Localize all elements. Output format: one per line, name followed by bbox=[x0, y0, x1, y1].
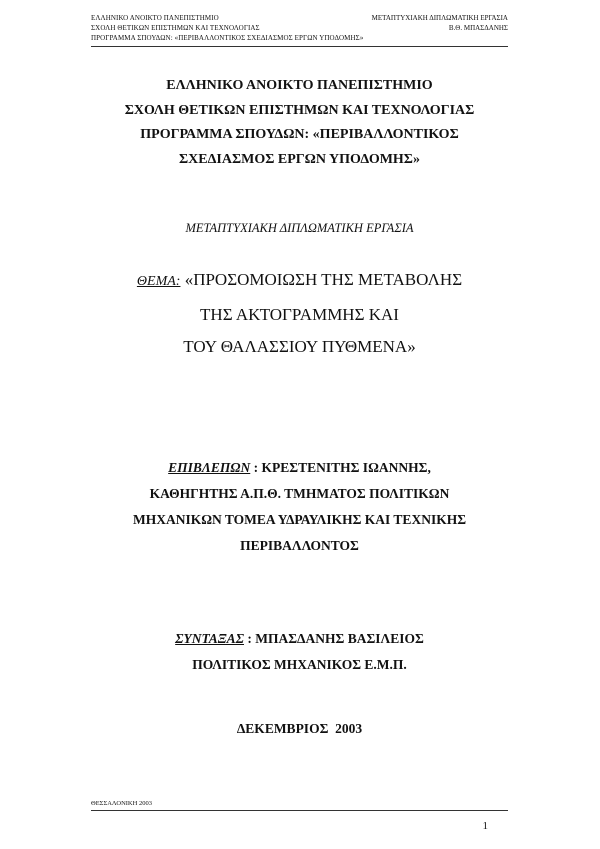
institution-line: ΠΡΟΓΡΑΜΜΑ ΣΠΟΥΔΩΝ: «ΠΕΡΙΒΑΛΛΟΝΤΙΚΟΣ bbox=[140, 127, 459, 142]
supervisor-line-3: ΜΗΧΑΝΙΚΩΝ ΤΟΜΕΑ ΥΔΡΑΥΛΙΚΗΣ ΚΑΙ ΤΕΧΝΙΚΗΣ bbox=[132, 512, 467, 527]
supervisor-line-2: ΚΑΘΗΓΗΤΗΣ Α.Π.Θ. ΤΜΗΜΑΤΟΣ ΠΟΛΙΤΙΚΩΝ bbox=[149, 486, 450, 501]
institution-block bbox=[91, 74, 508, 172]
author-title: ΠΟΛΙΤΙΚΟΣ ΜΗΧΑΝΙΚΟΣ Ε.Μ.Π. bbox=[192, 657, 407, 672]
author-block bbox=[91, 626, 508, 678]
subject-title-part-3: ΤΟΥ ΘΑΛΑΣΣΙΟΥ ΠΥΘΜΕΝΑ» bbox=[183, 337, 416, 356]
subject-label: ΘΕΜΑ: bbox=[136, 274, 181, 289]
footer-location-year: ΘΕΣΣΑΛΟΝΙΚΗ 2003 bbox=[91, 800, 152, 807]
page-number: 1 bbox=[482, 820, 488, 832]
author-separator: : bbox=[243, 631, 256, 646]
author-line-1 bbox=[91, 626, 508, 652]
header-left-line: ΕΛΛΗΝΙΚΟ ΑΝΟΙΚΤΟ ΠΑΝΕΠΙΣΤΗΜΙΟ bbox=[91, 14, 219, 22]
author-label: ΣΥΝΤΑΞΑΣ bbox=[175, 631, 244, 646]
institution-line: ΣΧΕΔΙΑΣΜΟΣ ΕΡΓΩΝ ΥΠΟΔΟΜΗΣ» bbox=[179, 151, 420, 167]
supervisor-name: ΚΡΕΣΤΕΝΙΤΗΣ ΙΩΑΝΝΗΣ, bbox=[261, 460, 431, 475]
footer-rule bbox=[91, 810, 508, 811]
header-left-line: ΣΧΟΛΗ ΘΕΤΙΚΩΝ ΕΠΙΣΤΗΜΩΝ ΚΑΙ ΤΕΧΝΟΛΟΓΙΑΣ bbox=[91, 24, 260, 32]
subject-line-1 bbox=[91, 264, 508, 299]
running-header-left bbox=[91, 13, 363, 43]
supervisor-separator: : bbox=[250, 460, 262, 475]
author-name: ΜΠΑΣΔΑΝΗΣ ΒΑΣΙΛΕΙΟΣ bbox=[255, 631, 424, 646]
header-left-line: ΠΡΟΓΡΑΜΜΑ ΣΠΟΥΔΩΝ: «ΠΕΡΙΒΑΛΛΟΝΤΙΚΟΣ ΣΧΕΔΙΑΣΜΟΣ ΕΡΓΩΝ ΥΠΟΔΟΜΗΣ» bbox=[91, 34, 364, 42]
supervisor-line-4: ΠΕΡΙΒΑΛΛΟΝΤΟΣ bbox=[240, 538, 359, 553]
running-header-right bbox=[372, 13, 508, 33]
supervisor-block bbox=[91, 455, 508, 559]
subject-title-part-1: «ΠΡΟΣΟΜΟΙΩΣΗ ΤΗΣ ΜΕΤΑΒΟΛΗΣ bbox=[184, 270, 463, 289]
supervisor-label: ΕΠΙΒΛΕΠΩΝ bbox=[168, 460, 251, 475]
institution-line: ΣΧΟΛΗ ΘΕΤΙΚΩΝ ΕΠΙΣΤΗΜΩΝ ΚΑΙ ΤΕΧΝΟΛΟΓΙΑΣ bbox=[124, 102, 475, 118]
submission-date: ΔΕΚΕΜΒΡΙΟΣ 2003 bbox=[236, 721, 363, 736]
supervisor-line-1 bbox=[91, 455, 508, 481]
institution-line: ΕΛΛΗΝΙΚΟ ΑΝΟΙΚΤΟ ΠΑΝΕΠΙΣΤΗΜΙΟ bbox=[166, 78, 433, 93]
subject-title-part-2: ΤΗΣ ΑΚΤΟΓΡΑΜΜΗΣ ΚΑΙ bbox=[200, 304, 399, 324]
thesis-type: ΜΕΤΑΠΤΥΧΙΑΚΗ ΔΙΠΛΩΜΑΤΙΚΗ ΕΡΓΑΣΙΑ bbox=[185, 221, 414, 235]
header-rule bbox=[91, 46, 508, 47]
thesis-subject bbox=[91, 264, 508, 364]
header-right-line: Β.Θ. ΜΠΑΣΔΑΝΗΣ bbox=[448, 24, 508, 32]
header-right-line: ΜΕΤΑΠΤΥΧΙΑΚΗ ΔΙΠΛΩΜΑΤΙΚΗ ΕΡΓΑΣΙΑ bbox=[371, 14, 508, 22]
